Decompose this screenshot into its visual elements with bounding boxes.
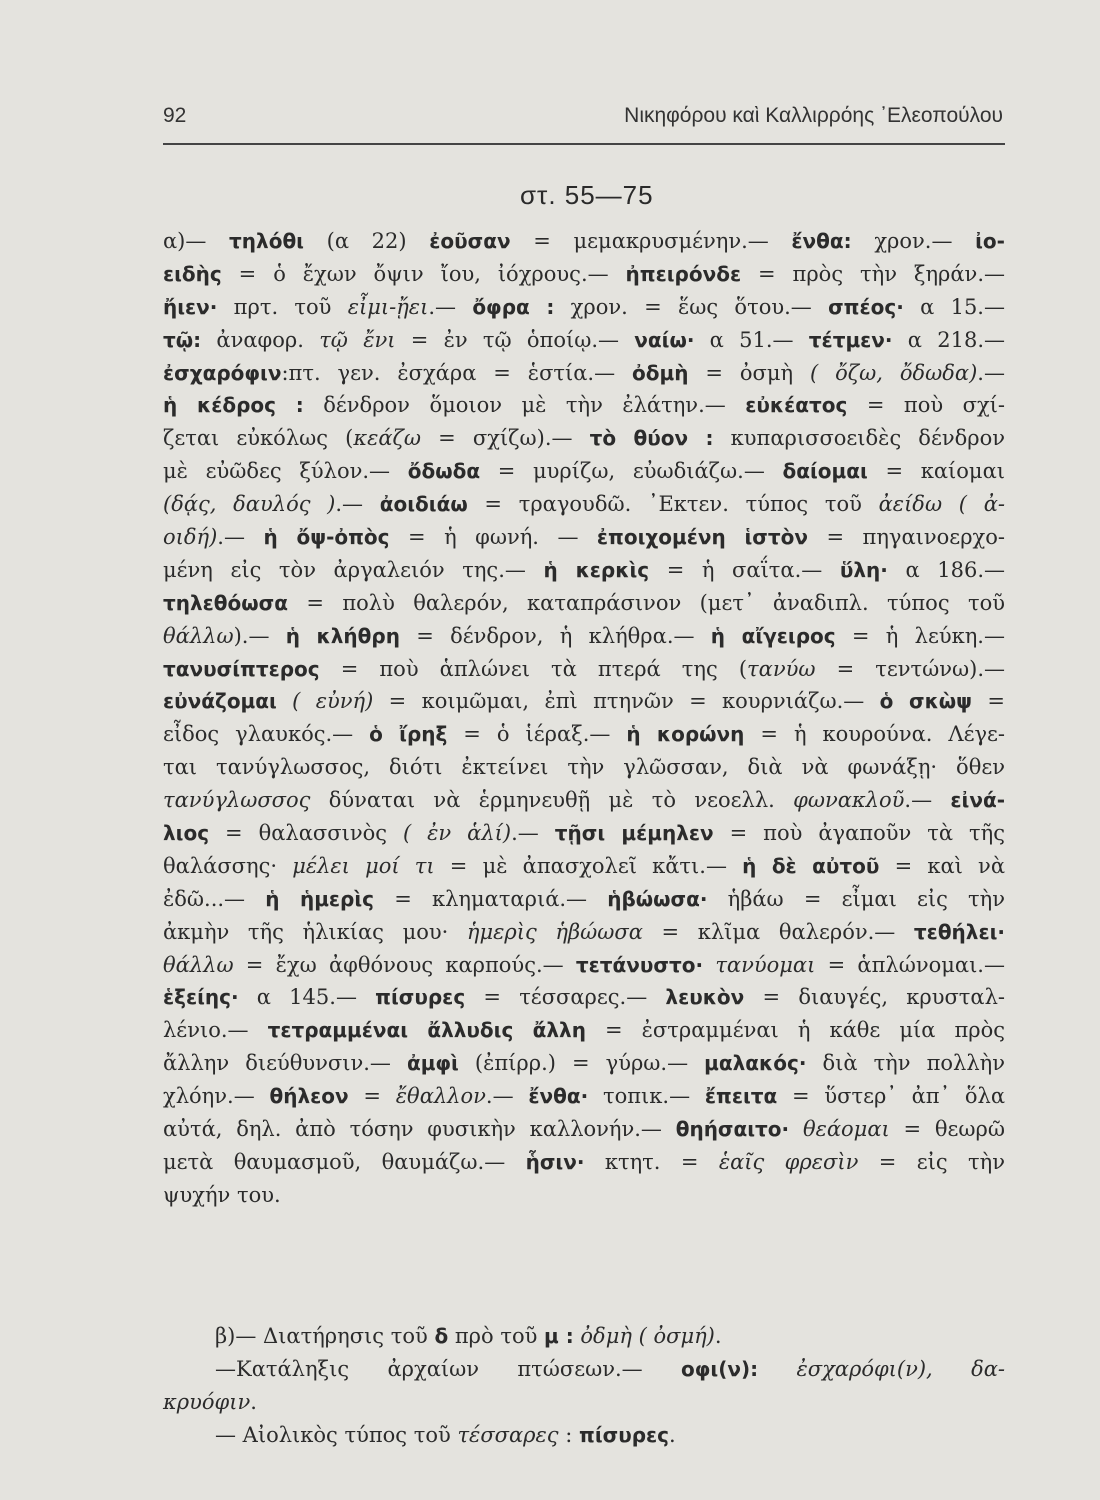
text-line: χλόην.— θήλεον = ἔθαλλον.— ἔνθα· τοπικ.— ἔπειτα = ὕστερ᾿ ἀπ᾿ ὅλα <box>163 1084 1006 1109</box>
text-line: οιδή).— ἡ ὄψ-ὀπὸς = ἡ φωνή. — ἐποιχομένη ἱστὸν = πηγαινοερχο- <box>163 525 1005 550</box>
text-line: αὐτά, δηλ. ἀπὸ τόσην φυσικὴν καλλονήν.— θηήσαιτο· θεάομαι = θεωρῶ <box>163 1117 1006 1142</box>
running-head: Νικηφόρου καὶ Καλλιρρόης ᾿Ελεοπούλου <box>624 104 1003 127</box>
text-line: λένιο.— τετραμμέναι ἄλλυδις ἄλλη = ἐστραμμέναι ἡ κάθε μία πρὸς <box>163 1018 1006 1043</box>
text-line: λιος = θαλασσινὸς ( ἐν ἁλί).— τῇσι μέμηλεν = ποὺ ἀγαποῦν τὰ τῆς <box>163 821 1005 846</box>
text-line: εὐνάζομαι ( εὐνή) = κοιμῶμαι, ἐπὶ πτηνῶν = κουρνιάζω.— ὁ σκὼψ = <box>163 689 1005 714</box>
text-line: θάλλω).— ἡ κλήθρη = δένδρον, ἡ κλήθρα.— ἡ αἴγειρος = ἡ λεύκη.— <box>163 623 1005 648</box>
text-line: ζεται εὐκόλως (κεάζω = σχίζω).— τὸ θύον : κυπαρισσοειδὲς δένδρον <box>163 426 1005 451</box>
text-line: τανύγλωσσος δύναται νὰ ἑρμηνευθῇ μὲ τὸ νεοελλ. φωνακλοῦ.— εἰνά- <box>163 788 1006 813</box>
text-line: κρυόφιν. <box>163 1389 257 1414</box>
commentary-paragraph-a <box>163 225 1005 1212</box>
page-number: 92 <box>163 104 187 127</box>
text-line: ψυχήν του. <box>163 1182 281 1207</box>
text-line: ἀκμὴν τῆς ἡλικίας μου· ἡμερὶς ἡβώωσα = κλῖμα θαλερόν.— τεθήλει· <box>163 919 1005 944</box>
text-line: τανυσίπτερος = ποὺ ἁπλώνει τὰ πτερά της (τανύω = τεντώνω).— <box>163 656 1006 681</box>
text-line: μετὰ θαυμασμοῦ, θαυμάζω.— ἧσιν· κτητ. = ἑαῖς φρεσὶν = εἰς τὴν <box>163 1149 1005 1174</box>
text-line: β)— Διατήρησις τοῦ δ πρὸ τοῦ μ : ὀδμὴ ( ὀσμή). <box>215 1324 722 1348</box>
text-line: θάλλω = ἔχω ἀφθόνους καρπούς.— τετάνυστο· τανύομαι = ἁπλώνομαι.— <box>163 952 1005 977</box>
text-line: ἄλλην διεύθυνσιν.— ἀμφὶ (ἐπίρρ.) = γύρω.— μαλακός· διὰ τὴν πολλὴν <box>163 1051 1005 1076</box>
text-line: ἐδῶ...— ἡ ἡμερὶς = κληματαριά.— ἡβώωσα· ἡβάω = εἶμαι εἰς τὴν <box>163 886 1006 911</box>
text-line: (δᾴς, δαυλός ).— ἀοιδιάω = τραγουδῶ. ᾿Εκτεν. τύπος τοῦ ἀείδω ( ἀ- <box>163 492 1005 517</box>
text-line: τηλεθόωσα = πολὺ θαλερόν, καταπράσινον (μετ᾿ ἀναδιπλ. τύπος τοῦ <box>163 590 1005 615</box>
page-header <box>163 104 1003 140</box>
text-line: ται τανύγλωσσος, διότι ἐκτείνει τὴν γλῶσσαν, διὰ νὰ φωνάξῃ· ὅθεν <box>163 755 1005 780</box>
text-line: θαλάσσης· μέλει μοί τι = μὲ ἀπασχολεῖ κἄτι.— ἡ δὲ αὐτοῦ = καὶ νὰ <box>163 853 1005 878</box>
text-line: ἤιεν· πρτ. τοῦ εἶμι-ᾔει.— ὄφρα : χρον. = ἕως ὅτου.— σπέος· α 15.— <box>163 294 1005 319</box>
header-rule <box>163 143 1005 145</box>
text-line: ειδὴς = ὁ ἔχων ὄψιν ἴου, ἰόχρους.— ἠπειρόνδε = πρὸς τὴν ξηράν.— <box>163 261 1005 286</box>
text-line: —Κατάληξις ἀρχαίων πτώσεων.— οφι(ν): ἐσχαρόφι(ν), δα- <box>215 1356 1005 1381</box>
text-line: μὲ εὐῶδες ξύλον.— ὄδωδα = μυρίζω, εὐωδιάζω.— δαίομαι = καίομαι <box>163 459 1005 484</box>
text-line: — Αἰολικὸς τύπος τοῦ τέσσαρες : πίσυρες. <box>215 1422 676 1447</box>
text-line: εἶδος γλαυκός.— ὁ ἴρηξ = ὁ ἱέραξ.— ἡ κορώνη = ἡ κουρούνα. Λέγε- <box>163 722 1005 747</box>
text-line: α)— τηλόθι (α 22) ἐοῦσαν = μεμακρυσμένην.— ἔνθα: χρον.— ἰο- <box>163 229 1005 253</box>
text-line: ἐσχαρόφιν:πτ. γεν. ἐσχάρα = ἑστία.— ὀδμὴ = ὀσμὴ ( ὄζω, ὄδωδα).— <box>163 360 1005 385</box>
text-line: ἑξείης· α 145.— πίσυρες = τέσσαρες.— λευκὸν = διαυγές, κρυσταλ- <box>163 985 1005 1010</box>
text-line: τῷ: ἀναφορ. τῷ ἔνι = ἐν τῷ ὁποίῳ.— ναίω· α 51.— τέτμεν· α 218.— <box>163 327 1005 352</box>
text-line: ἡ κέδρος : δένδρον ὅμοιον μὲ τὴν ἐλάτην.— εὐκέατος = ποὺ σχί- <box>163 393 1005 418</box>
commentary-paragraph-b <box>163 1320 1005 1452</box>
text-line: μένη εἰς τὸν ἀργαλειόν της.— ἡ κερκὶς = ἡ σαΐτα.— ὕλη· α 186.— <box>163 557 1005 582</box>
section-title: στ. 55—75 <box>520 180 654 210</box>
